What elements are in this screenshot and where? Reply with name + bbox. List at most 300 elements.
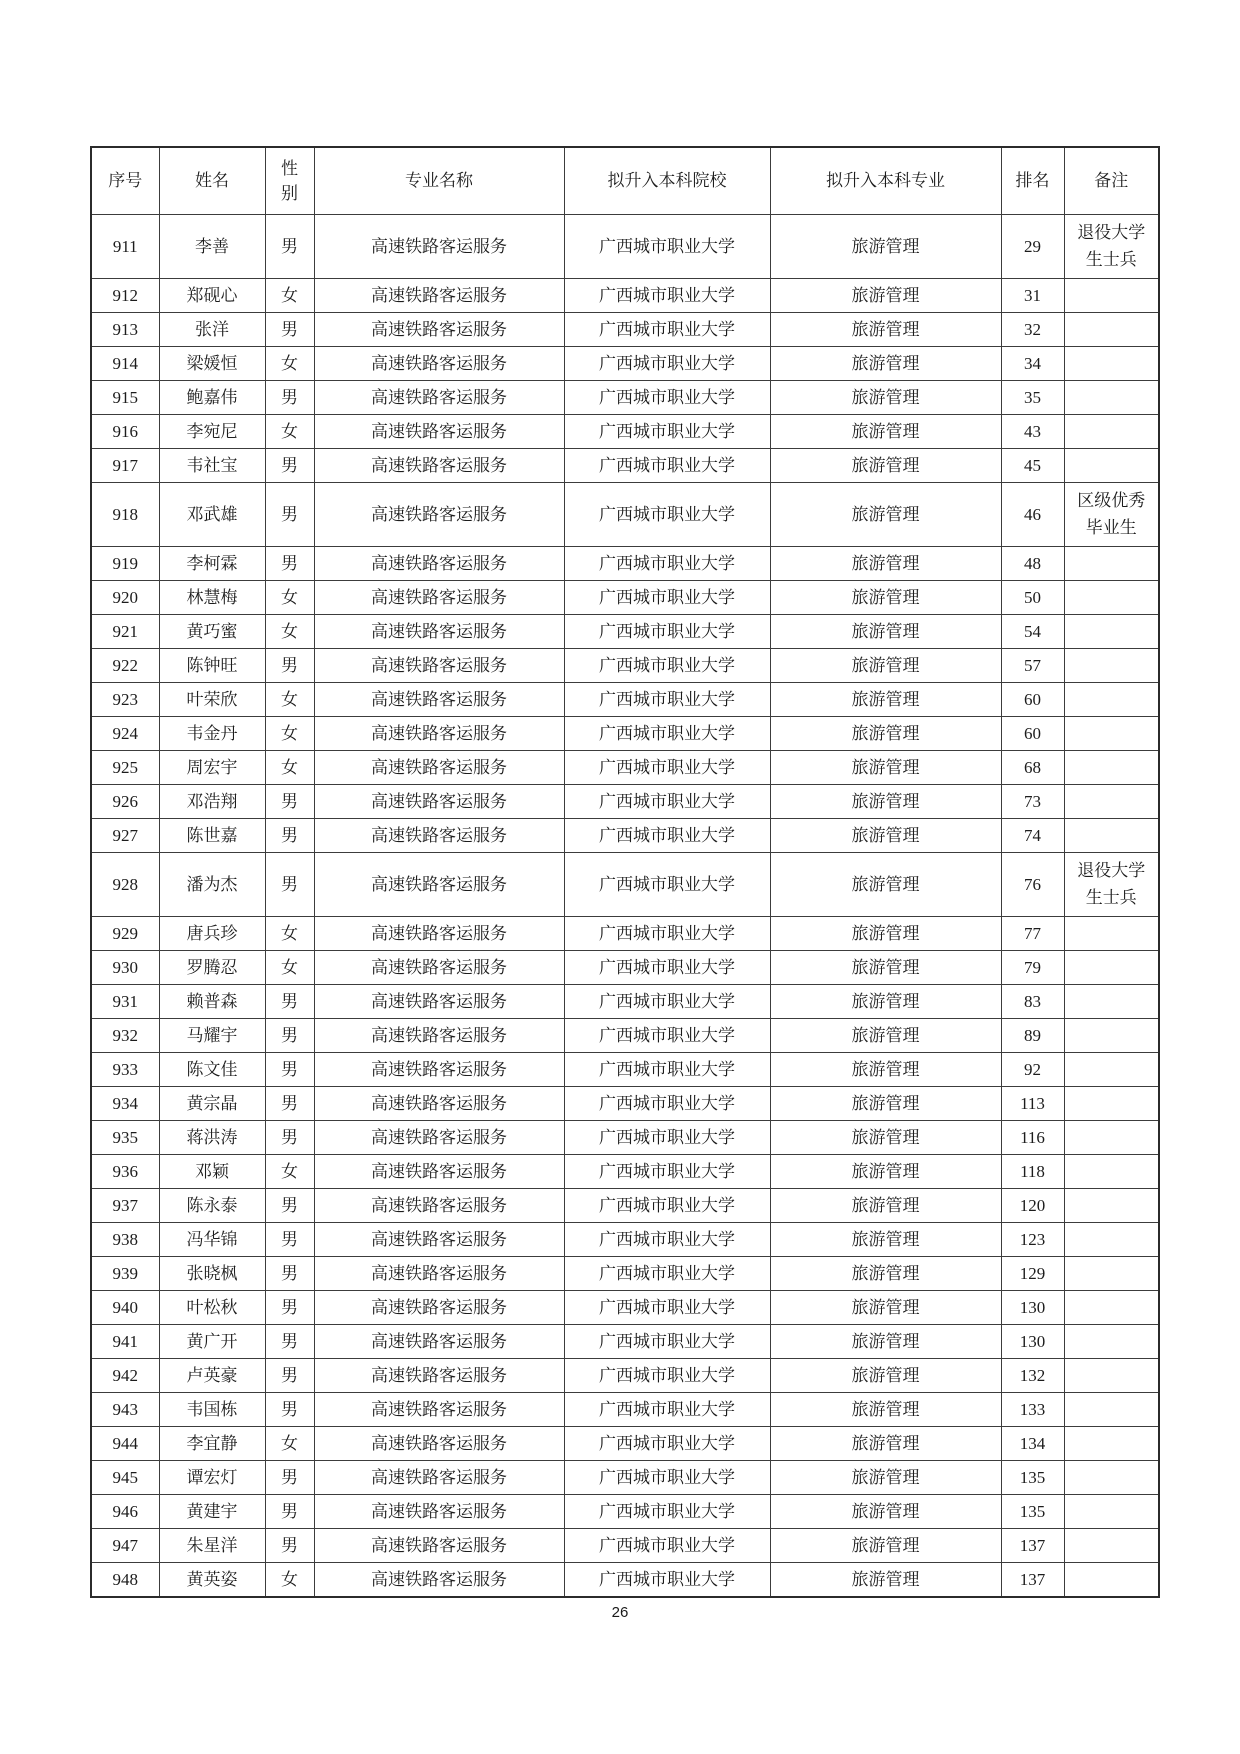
table-row xyxy=(91,381,1159,415)
cell-gender: 男 xyxy=(265,1529,314,1563)
cell-remark xyxy=(1064,1189,1159,1223)
cell-target-major: 旅游管理 xyxy=(770,1223,1001,1257)
cell-index: 930 xyxy=(91,951,159,985)
cell-name: 张洋 xyxy=(159,313,265,347)
cell-target-major: 旅游管理 xyxy=(770,819,1001,853)
cell-college: 广西城市职业大学 xyxy=(564,649,770,683)
cell-remark xyxy=(1064,313,1159,347)
cell-gender: 男 xyxy=(265,1019,314,1053)
cell-remark xyxy=(1064,1325,1159,1359)
cell-gender: 男 xyxy=(265,1325,314,1359)
table-row xyxy=(91,1053,1159,1087)
cell-target-major: 旅游管理 xyxy=(770,1053,1001,1087)
cell-name: 蒋洪涛 xyxy=(159,1121,265,1155)
table-row xyxy=(91,751,1159,785)
table-row xyxy=(91,313,1159,347)
cell-gender: 男 xyxy=(265,483,314,547)
cell-rank: 68 xyxy=(1001,751,1064,785)
table-row xyxy=(91,1121,1159,1155)
cell-major: 高速铁路客运服务 xyxy=(314,1359,564,1393)
cell-index: 929 xyxy=(91,917,159,951)
cell-name: 邓颖 xyxy=(159,1155,265,1189)
table-row xyxy=(91,1087,1159,1121)
cell-remark xyxy=(1064,415,1159,449)
cell-major: 高速铁路客运服务 xyxy=(314,1427,564,1461)
table-row xyxy=(91,1427,1159,1461)
cell-remark xyxy=(1064,785,1159,819)
table-body xyxy=(91,215,1159,1597)
cell-remark xyxy=(1064,1019,1159,1053)
cell-rank: 77 xyxy=(1001,917,1064,951)
cell-index: 945 xyxy=(91,1461,159,1495)
cell-gender: 女 xyxy=(265,683,314,717)
cell-college: 广西城市职业大学 xyxy=(564,1563,770,1597)
table-row xyxy=(91,483,1159,547)
cell-target-major: 旅游管理 xyxy=(770,1461,1001,1495)
cell-remark xyxy=(1064,717,1159,751)
cell-name: 林慧梅 xyxy=(159,581,265,615)
cell-index: 917 xyxy=(91,449,159,483)
cell-college: 广西城市职业大学 xyxy=(564,1223,770,1257)
table-row xyxy=(91,581,1159,615)
table-row xyxy=(91,1325,1159,1359)
cell-gender: 男 xyxy=(265,1393,314,1427)
cell-remark xyxy=(1064,615,1159,649)
table-row xyxy=(91,547,1159,581)
cell-gender: 女 xyxy=(265,951,314,985)
cell-target-major: 旅游管理 xyxy=(770,1495,1001,1529)
cell-rank: 89 xyxy=(1001,1019,1064,1053)
cell-college: 广西城市职业大学 xyxy=(564,1495,770,1529)
header-index: 序号 xyxy=(91,147,159,215)
cell-target-major: 旅游管理 xyxy=(770,1359,1001,1393)
cell-college: 广西城市职业大学 xyxy=(564,215,770,279)
header-rank: 排名 xyxy=(1001,147,1064,215)
cell-index: 914 xyxy=(91,347,159,381)
table-row xyxy=(91,1563,1159,1597)
cell-gender: 女 xyxy=(265,415,314,449)
cell-gender: 男 xyxy=(265,547,314,581)
cell-remark xyxy=(1064,547,1159,581)
cell-remark xyxy=(1064,1155,1159,1189)
cell-target-major: 旅游管理 xyxy=(770,483,1001,547)
cell-index: 911 xyxy=(91,215,159,279)
cell-target-major: 旅游管理 xyxy=(770,1155,1001,1189)
cell-college: 广西城市职业大学 xyxy=(564,581,770,615)
cell-name: 潘为杰 xyxy=(159,853,265,917)
cell-gender: 男 xyxy=(265,1087,314,1121)
cell-remark xyxy=(1064,1393,1159,1427)
cell-rank: 35 xyxy=(1001,381,1064,415)
cell-rank: 31 xyxy=(1001,279,1064,313)
cell-college: 广西城市职业大学 xyxy=(564,381,770,415)
cell-gender: 男 xyxy=(265,1495,314,1529)
cell-index: 912 xyxy=(91,279,159,313)
cell-name: 陈永泰 xyxy=(159,1189,265,1223)
cell-gender: 女 xyxy=(265,1563,314,1597)
cell-index: 934 xyxy=(91,1087,159,1121)
cell-gender: 男 xyxy=(265,381,314,415)
cell-name: 韦金丹 xyxy=(159,717,265,751)
table-row xyxy=(91,1359,1159,1393)
cell-remark xyxy=(1064,1223,1159,1257)
cell-major: 高速铁路客运服务 xyxy=(314,547,564,581)
cell-rank: 137 xyxy=(1001,1529,1064,1563)
cell-index: 937 xyxy=(91,1189,159,1223)
cell-name: 韦社宝 xyxy=(159,449,265,483)
cell-gender: 男 xyxy=(265,1359,314,1393)
cell-remark xyxy=(1064,1053,1159,1087)
cell-target-major: 旅游管理 xyxy=(770,615,1001,649)
cell-college: 广西城市职业大学 xyxy=(564,951,770,985)
table-row xyxy=(91,415,1159,449)
cell-name: 邓武雄 xyxy=(159,483,265,547)
cell-name: 周宏宇 xyxy=(159,751,265,785)
cell-index: 921 xyxy=(91,615,159,649)
cell-target-major: 旅游管理 xyxy=(770,547,1001,581)
cell-remark xyxy=(1064,279,1159,313)
cell-index: 940 xyxy=(91,1291,159,1325)
cell-index: 925 xyxy=(91,751,159,785)
cell-target-major: 旅游管理 xyxy=(770,1529,1001,1563)
cell-major: 高速铁路客运服务 xyxy=(314,483,564,547)
cell-target-major: 旅游管理 xyxy=(770,415,1001,449)
cell-name: 罗腾忍 xyxy=(159,951,265,985)
cell-index: 928 xyxy=(91,853,159,917)
cell-rank: 129 xyxy=(1001,1257,1064,1291)
cell-name: 唐兵珍 xyxy=(159,917,265,951)
cell-index: 926 xyxy=(91,785,159,819)
cell-target-major: 旅游管理 xyxy=(770,717,1001,751)
table-row xyxy=(91,785,1159,819)
table-row xyxy=(91,819,1159,853)
cell-name: 张晓枫 xyxy=(159,1257,265,1291)
cell-major: 高速铁路客运服务 xyxy=(314,1495,564,1529)
cell-index: 915 xyxy=(91,381,159,415)
cell-rank: 123 xyxy=(1001,1223,1064,1257)
cell-remark xyxy=(1064,1461,1159,1495)
cell-name: 冯华锦 xyxy=(159,1223,265,1257)
cell-major: 高速铁路客运服务 xyxy=(314,985,564,1019)
cell-rank: 29 xyxy=(1001,215,1064,279)
cell-target-major: 旅游管理 xyxy=(770,1121,1001,1155)
cell-rank: 83 xyxy=(1001,985,1064,1019)
cell-index: 922 xyxy=(91,649,159,683)
cell-rank: 74 xyxy=(1001,819,1064,853)
cell-name: 卢英豪 xyxy=(159,1359,265,1393)
table-row xyxy=(91,1529,1159,1563)
cell-remark xyxy=(1064,1359,1159,1393)
cell-target-major: 旅游管理 xyxy=(770,347,1001,381)
cell-rank: 130 xyxy=(1001,1291,1064,1325)
cell-gender: 男 xyxy=(265,1053,314,1087)
table-row xyxy=(91,1155,1159,1189)
cell-name: 鲍嘉伟 xyxy=(159,381,265,415)
cell-major: 高速铁路客运服务 xyxy=(314,717,564,751)
cell-rank: 46 xyxy=(1001,483,1064,547)
cell-remark xyxy=(1064,1257,1159,1291)
cell-name: 李宜静 xyxy=(159,1427,265,1461)
cell-rank: 34 xyxy=(1001,347,1064,381)
cell-remark xyxy=(1064,581,1159,615)
header-remark: 备注 xyxy=(1064,147,1159,215)
cell-index: 916 xyxy=(91,415,159,449)
cell-rank: 60 xyxy=(1001,683,1064,717)
cell-gender: 男 xyxy=(265,785,314,819)
cell-remark: 退役大学生士兵 xyxy=(1064,215,1159,279)
cell-name: 李善 xyxy=(159,215,265,279)
cell-rank: 135 xyxy=(1001,1461,1064,1495)
cell-remark xyxy=(1064,1495,1159,1529)
cell-rank: 134 xyxy=(1001,1427,1064,1461)
cell-gender: 男 xyxy=(265,985,314,1019)
cell-major: 高速铁路客运服务 xyxy=(314,917,564,951)
cell-gender: 女 xyxy=(265,581,314,615)
table-row xyxy=(91,1461,1159,1495)
cell-index: 938 xyxy=(91,1223,159,1257)
cell-remark xyxy=(1064,381,1159,415)
cell-college: 广西城市职业大学 xyxy=(564,1427,770,1461)
cell-target-major: 旅游管理 xyxy=(770,1393,1001,1427)
cell-index: 918 xyxy=(91,483,159,547)
table-row xyxy=(91,1257,1159,1291)
table-row xyxy=(91,615,1159,649)
cell-major: 高速铁路客运服务 xyxy=(314,1019,564,1053)
cell-rank: 135 xyxy=(1001,1495,1064,1529)
cell-major: 高速铁路客运服务 xyxy=(314,313,564,347)
cell-name: 陈钟旺 xyxy=(159,649,265,683)
cell-college: 广西城市职业大学 xyxy=(564,1155,770,1189)
cell-target-major: 旅游管理 xyxy=(770,1563,1001,1597)
table-row xyxy=(91,649,1159,683)
cell-college: 广西城市职业大学 xyxy=(564,1053,770,1087)
cell-major: 高速铁路客运服务 xyxy=(314,1461,564,1495)
cell-college: 广西城市职业大学 xyxy=(564,1291,770,1325)
cell-target-major: 旅游管理 xyxy=(770,853,1001,917)
cell-remark xyxy=(1064,449,1159,483)
cell-college: 广西城市职业大学 xyxy=(564,717,770,751)
cell-college: 广西城市职业大学 xyxy=(564,1019,770,1053)
cell-gender: 女 xyxy=(265,751,314,785)
cell-college: 广西城市职业大学 xyxy=(564,1461,770,1495)
header-gender: 性别 xyxy=(265,147,314,215)
cell-target-major: 旅游管理 xyxy=(770,1427,1001,1461)
cell-major: 高速铁路客运服务 xyxy=(314,751,564,785)
page-number: 26 xyxy=(611,1604,629,1621)
cell-gender: 女 xyxy=(265,717,314,751)
cell-gender: 女 xyxy=(265,615,314,649)
cell-major: 高速铁路客运服务 xyxy=(314,1087,564,1121)
cell-index: 933 xyxy=(91,1053,159,1087)
cell-major: 高速铁路客运服务 xyxy=(314,1189,564,1223)
cell-name: 李宛尼 xyxy=(159,415,265,449)
cell-target-major: 旅游管理 xyxy=(770,1189,1001,1223)
cell-remark xyxy=(1064,649,1159,683)
cell-index: 936 xyxy=(91,1155,159,1189)
cell-college: 广西城市职业大学 xyxy=(564,449,770,483)
cell-rank: 54 xyxy=(1001,615,1064,649)
cell-gender: 男 xyxy=(265,1223,314,1257)
cell-rank: 57 xyxy=(1001,649,1064,683)
cell-name: 马耀宇 xyxy=(159,1019,265,1053)
cell-index: 941 xyxy=(91,1325,159,1359)
cell-major: 高速铁路客运服务 xyxy=(314,785,564,819)
cell-college: 广西城市职业大学 xyxy=(564,785,770,819)
cell-college: 广西城市职业大学 xyxy=(564,615,770,649)
cell-major: 高速铁路客运服务 xyxy=(314,1257,564,1291)
cell-rank: 137 xyxy=(1001,1563,1064,1597)
cell-rank: 116 xyxy=(1001,1121,1064,1155)
cell-rank: 48 xyxy=(1001,547,1064,581)
cell-college: 广西城市职业大学 xyxy=(564,347,770,381)
cell-college: 广西城市职业大学 xyxy=(564,1257,770,1291)
cell-target-major: 旅游管理 xyxy=(770,785,1001,819)
cell-college: 广西城市职业大学 xyxy=(564,415,770,449)
cell-index: 943 xyxy=(91,1393,159,1427)
cell-index: 920 xyxy=(91,581,159,615)
cell-major: 高速铁路客运服务 xyxy=(314,615,564,649)
cell-name: 李柯霖 xyxy=(159,547,265,581)
table-row xyxy=(91,717,1159,751)
cell-college: 广西城市职业大学 xyxy=(564,751,770,785)
cell-name: 陈文佳 xyxy=(159,1053,265,1087)
cell-index: 942 xyxy=(91,1359,159,1393)
table-row xyxy=(91,951,1159,985)
header-name: 姓名 xyxy=(159,147,265,215)
cell-college: 广西城市职业大学 xyxy=(564,313,770,347)
cell-college: 广西城市职业大学 xyxy=(564,1325,770,1359)
cell-name: 黄英姿 xyxy=(159,1563,265,1597)
cell-major: 高速铁路客运服务 xyxy=(314,347,564,381)
cell-remark xyxy=(1064,1291,1159,1325)
cell-index: 944 xyxy=(91,1427,159,1461)
cell-gender: 男 xyxy=(265,853,314,917)
cell-gender: 男 xyxy=(265,313,314,347)
cell-rank: 60 xyxy=(1001,717,1064,751)
table-row xyxy=(91,1495,1159,1529)
cell-college: 广西城市职业大学 xyxy=(564,853,770,917)
cell-gender: 男 xyxy=(265,819,314,853)
cell-major: 高速铁路客运服务 xyxy=(314,853,564,917)
cell-gender: 男 xyxy=(265,1461,314,1495)
cell-target-major: 旅游管理 xyxy=(770,581,1001,615)
cell-gender: 女 xyxy=(265,1155,314,1189)
header-college: 拟升入本科院校 xyxy=(564,147,770,215)
cell-major: 高速铁路客运服务 xyxy=(314,1223,564,1257)
cell-index: 923 xyxy=(91,683,159,717)
cell-target-major: 旅游管理 xyxy=(770,279,1001,313)
cell-gender: 男 xyxy=(265,215,314,279)
cell-target-major: 旅游管理 xyxy=(770,1087,1001,1121)
cell-name: 韦国栋 xyxy=(159,1393,265,1427)
cell-college: 广西城市职业大学 xyxy=(564,917,770,951)
cell-remark xyxy=(1064,819,1159,853)
cell-college: 广西城市职业大学 xyxy=(564,985,770,1019)
cell-remark xyxy=(1064,917,1159,951)
cell-remark xyxy=(1064,985,1159,1019)
cell-target-major: 旅游管理 xyxy=(770,313,1001,347)
promotion-candidates-table xyxy=(90,146,1160,1598)
cell-remark xyxy=(1064,1121,1159,1155)
cell-rank: 79 xyxy=(1001,951,1064,985)
cell-major: 高速铁路客运服务 xyxy=(314,1393,564,1427)
cell-gender: 男 xyxy=(265,1121,314,1155)
cell-major: 高速铁路客运服务 xyxy=(314,951,564,985)
cell-rank: 73 xyxy=(1001,785,1064,819)
cell-rank: 113 xyxy=(1001,1087,1064,1121)
cell-college: 广西城市职业大学 xyxy=(564,279,770,313)
table-row xyxy=(91,347,1159,381)
cell-target-major: 旅游管理 xyxy=(770,449,1001,483)
cell-major: 高速铁路客运服务 xyxy=(314,1325,564,1359)
cell-name: 黄广开 xyxy=(159,1325,265,1359)
cell-major: 高速铁路客运服务 xyxy=(314,819,564,853)
cell-major: 高速铁路客运服务 xyxy=(314,683,564,717)
cell-target-major: 旅游管理 xyxy=(770,1291,1001,1325)
cell-name: 黄巧蜜 xyxy=(159,615,265,649)
table-row xyxy=(91,1291,1159,1325)
cell-college: 广西城市职业大学 xyxy=(564,1189,770,1223)
cell-remark xyxy=(1064,683,1159,717)
table-row xyxy=(91,449,1159,483)
cell-remark xyxy=(1064,751,1159,785)
cell-name: 梁媛恒 xyxy=(159,347,265,381)
cell-college: 广西城市职业大学 xyxy=(564,1529,770,1563)
cell-target-major: 旅游管理 xyxy=(770,215,1001,279)
cell-rank: 76 xyxy=(1001,853,1064,917)
cell-college: 广西城市职业大学 xyxy=(564,819,770,853)
table-row xyxy=(91,1189,1159,1223)
cell-gender: 男 xyxy=(265,449,314,483)
cell-college: 广西城市职业大学 xyxy=(564,683,770,717)
cell-index: 948 xyxy=(91,1563,159,1597)
cell-target-major: 旅游管理 xyxy=(770,951,1001,985)
cell-index: 919 xyxy=(91,547,159,581)
cell-college: 广西城市职业大学 xyxy=(564,483,770,547)
cell-name: 黄建宇 xyxy=(159,1495,265,1529)
table-row xyxy=(91,1223,1159,1257)
cell-index: 913 xyxy=(91,313,159,347)
table-row xyxy=(91,917,1159,951)
cell-name: 陈世嘉 xyxy=(159,819,265,853)
cell-rank: 132 xyxy=(1001,1359,1064,1393)
cell-college: 广西城市职业大学 xyxy=(564,1121,770,1155)
cell-name: 邓浩翔 xyxy=(159,785,265,819)
cell-gender: 男 xyxy=(265,1189,314,1223)
cell-rank: 120 xyxy=(1001,1189,1064,1223)
cell-remark xyxy=(1064,1087,1159,1121)
cell-gender: 女 xyxy=(265,917,314,951)
header-target-major: 拟升入本科专业 xyxy=(770,147,1001,215)
cell-index: 947 xyxy=(91,1529,159,1563)
cell-target-major: 旅游管理 xyxy=(770,751,1001,785)
cell-rank: 43 xyxy=(1001,415,1064,449)
cell-target-major: 旅游管理 xyxy=(770,917,1001,951)
cell-rank: 92 xyxy=(1001,1053,1064,1087)
cell-target-major: 旅游管理 xyxy=(770,381,1001,415)
cell-target-major: 旅游管理 xyxy=(770,1019,1001,1053)
cell-name: 郑砚心 xyxy=(159,279,265,313)
cell-index: 931 xyxy=(91,985,159,1019)
cell-remark: 区级优秀毕业生 xyxy=(1064,483,1159,547)
cell-remark xyxy=(1064,347,1159,381)
cell-college: 广西城市职业大学 xyxy=(564,1087,770,1121)
cell-rank: 45 xyxy=(1001,449,1064,483)
cell-major: 高速铁路客运服务 xyxy=(314,1563,564,1597)
cell-major: 高速铁路客运服务 xyxy=(314,1529,564,1563)
cell-college: 广西城市职业大学 xyxy=(564,547,770,581)
cell-gender: 男 xyxy=(265,1291,314,1325)
